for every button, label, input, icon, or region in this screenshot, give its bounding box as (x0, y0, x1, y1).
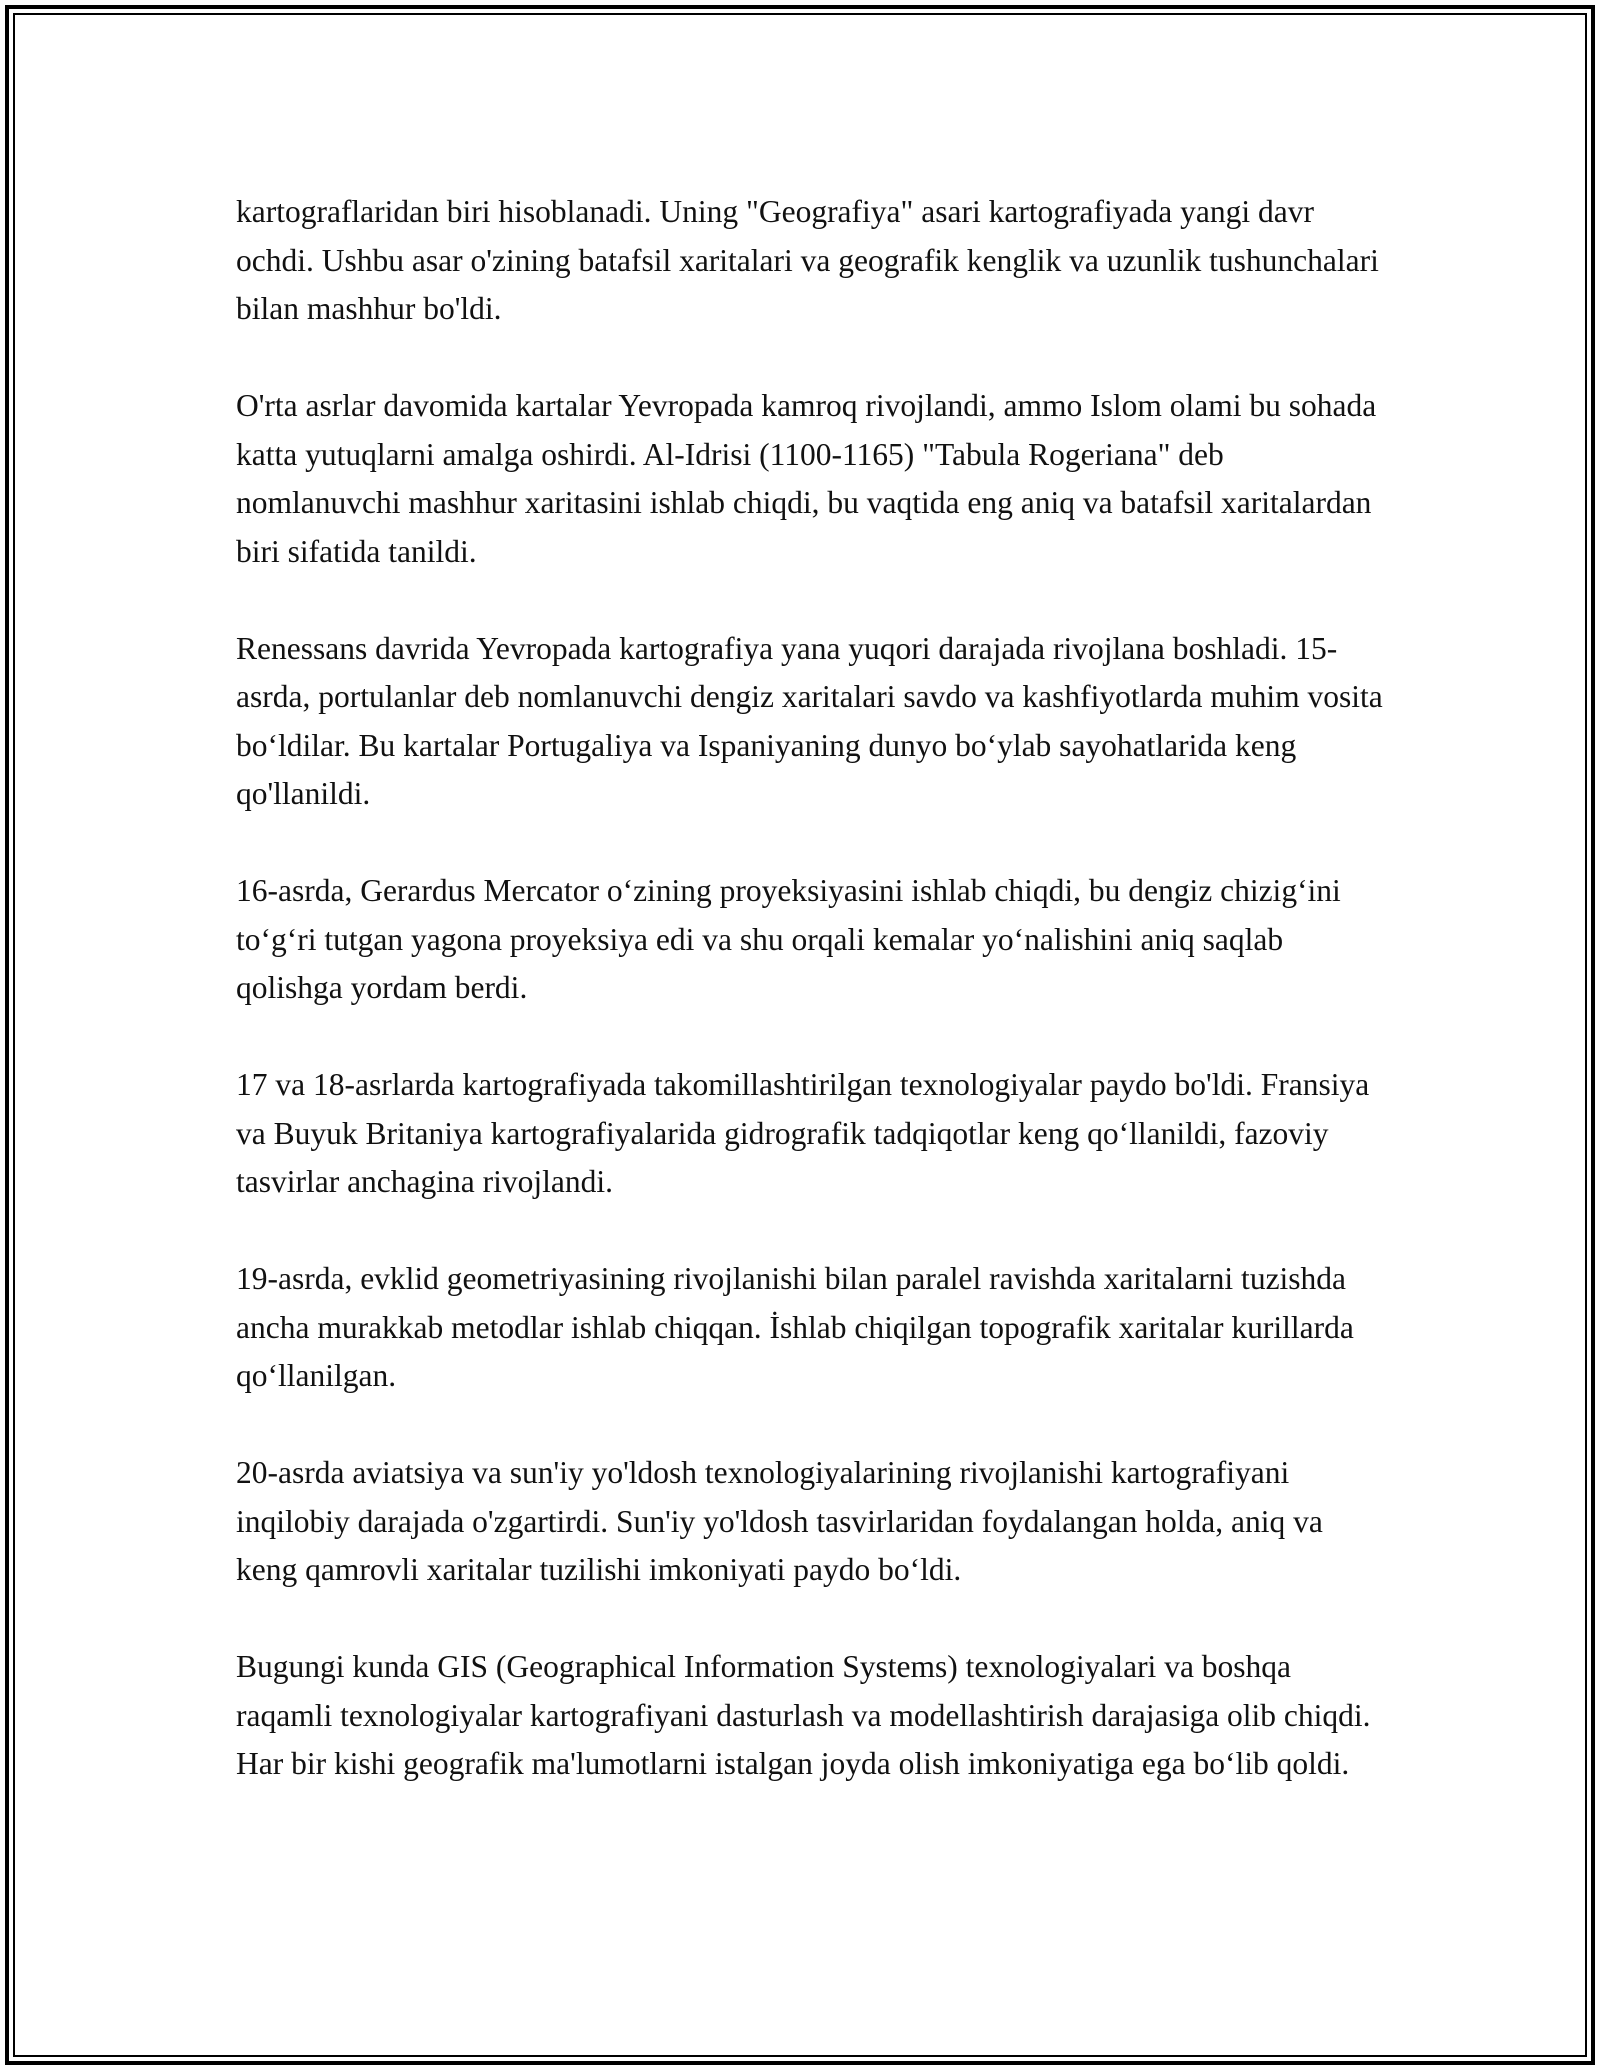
paragraph-19th-century: 19-asrda, evklid geometriyasining rivojlanishi bilan paralel ravishda xaritalarni tuzishda ancha murakkab metodlar ishlab chiqqan. İshlab chiqilgan topografik xaritalar kurillarda qo‘llanilgan. (236, 1261, 1354, 1393)
paragraph-renaissance-portolans: Renessans davrida Yevropada kartografiya yana yuqori darajada rivojlana boshladi. 15-asrda, portulanlar deb nomlanuvchi dengiz xaritalari savdo va kashfiyotlarda muhim vosita bo‘ldilar. Bu kartalar Portugaliya va Ispaniyaning dunyo bo‘ylab sayohatlarida keng qo'llanildi. (236, 630, 1383, 811)
paragraph-ptolemy-geografiya: kartograflaridan biri hisoblanadi. Uning "Geografiya" asari kartografiyada yangi davr ochdi. Ushbu asar o'zining batafsil xaritalari va geografik kenglik va uzunlik tushunchalari bilan mashhur bo'ldi. (236, 194, 1379, 326)
paragraph-middle-ages-al-idrisi: O'rta asrlar davomida kartalar Yevropada kamroq rivojlandi, ammo Islom olami bu sohada katta yutuqlarni amalga oshirdi. Al-Idrisi (1100-1165) "Tabula Rogeriana" deb nomlanuvchi mashhur xaritasini ishlab chiqdi, bu vaqtida eng aniq va batafsil xaritalardan biri sifatida tanildi. (236, 388, 1377, 569)
paragraph-16th-century-mercator: 16-asrda, Gerardus Mercator o‘zining proyeksiyasini ishlab chiqdi, bu dengiz chizig‘ini to‘g‘ri tutgan yagona proyeksiya edi va shu orqali kemalar yo‘nalishini aniq saqlab qolishga yordam berdi. (236, 873, 1341, 1005)
document-body (236, 188, 1386, 1837)
paragraph-17-18th-century: 17 va 18-asrlarda kartografiyada takomillashtirilgan texnologiyalar paydo bo'ldi. Fransiya va Buyuk Britaniya kartografiyalarida gidrografik tadqiqotlar keng qo‘llanildi, fazoviy tasvirlar anchagina rivojlandi. (236, 1067, 1370, 1199)
paragraph-gis-today: Bugungi kunda GIS (Geographical Information Systems) texnologiyalari va boshqa raqamli texnologiyalar kartografiyani dasturlash va modellashtirish darajasiga olib chiqdi. Har bir kishi geografik ma'lumotlarni istalgan joyda olish imkoniyatiga ega bo‘lib qoldi. (236, 1649, 1371, 1781)
paragraph-20th-century: 20-asrda aviatsiya va sun'iy yo'ldosh texnologiyalarining rivojlanishi kartografiyani inqilobiy darajada o'zgartirdi. Sun'iy yo'ldosh tasvirlaridan foydalangan holda, aniq va keng qamrovli xaritalar tuzilishi imkoniyati paydo bo‘ldi. (236, 1455, 1323, 1587)
